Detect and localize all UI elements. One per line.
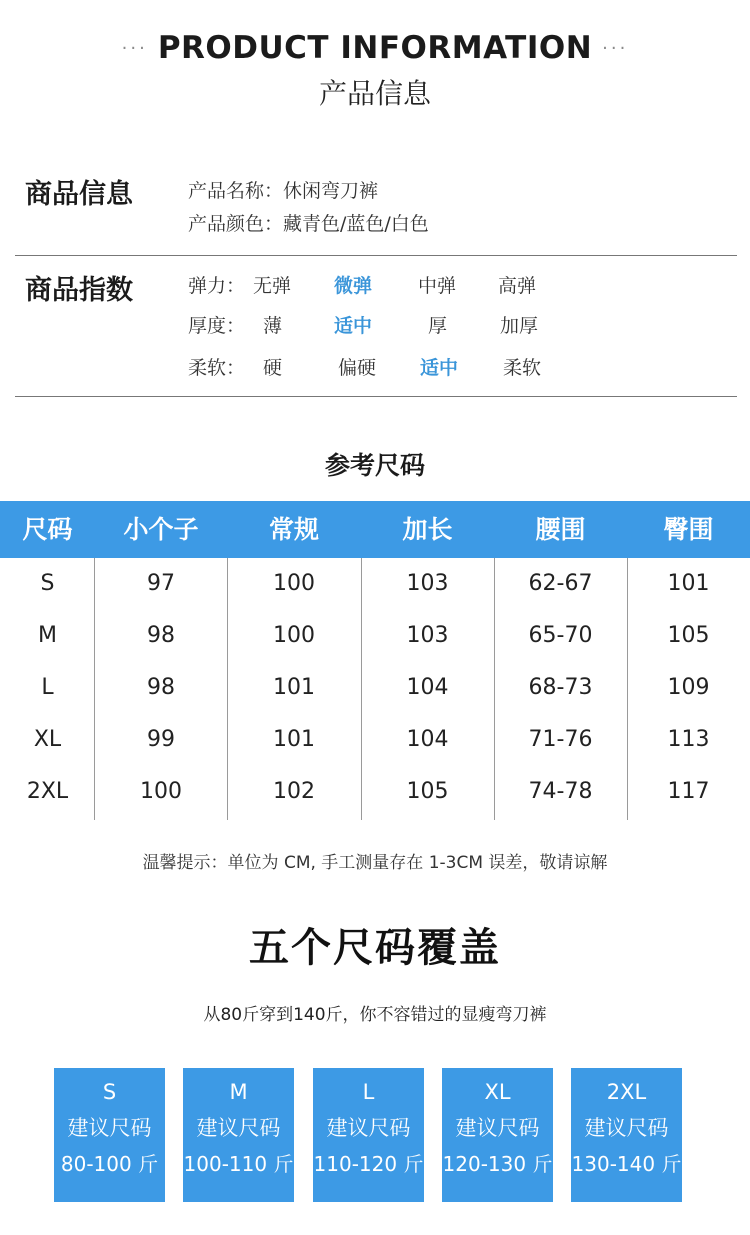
col-header-petite: 小个子 xyxy=(123,515,199,544)
table-cell: 62-67 xyxy=(528,571,593,596)
divider-top xyxy=(15,255,737,256)
card-size: XL xyxy=(484,1080,511,1104)
index-option: 无弹 xyxy=(253,275,292,297)
index-row-name: 厚度： xyxy=(188,315,246,337)
product-color-line: 产品颜色：藏青色/蓝色/白色 xyxy=(188,213,429,235)
coverage-title: 五个尺码覆盖 xyxy=(249,925,501,971)
table-cell-size: M xyxy=(38,623,57,648)
table-cell: 98 xyxy=(147,675,175,700)
table-cell: 103 xyxy=(406,571,449,596)
col-header-long: 加长 xyxy=(402,515,453,544)
size-card-l xyxy=(313,1068,424,1202)
table-cell: 113 xyxy=(667,727,710,752)
size-card-xl xyxy=(442,1068,553,1202)
index-option: 柔软 xyxy=(503,357,542,379)
table-cell: 102 xyxy=(273,779,315,804)
table-cell: 117 xyxy=(667,779,710,804)
table-cell: 71-76 xyxy=(528,727,593,752)
card-size: 2XL xyxy=(606,1080,647,1104)
card-range: 120-130 斤 xyxy=(442,1152,553,1176)
table-cell: 104 xyxy=(406,675,449,700)
col-header-size: 尺码 xyxy=(22,515,73,544)
index-option: 加厚 xyxy=(500,315,539,337)
size-card-2xl xyxy=(571,1068,682,1202)
table-cell: 101 xyxy=(273,675,315,700)
decorative-dots-left: ··· xyxy=(121,37,148,59)
size-table-body xyxy=(0,558,750,820)
index-option: 薄 xyxy=(263,315,283,337)
index-option-selected: 适中 xyxy=(334,315,373,337)
table-cell: 104 xyxy=(406,727,449,752)
card-range: 110-120 斤 xyxy=(313,1152,424,1176)
table-cell: 100 xyxy=(273,571,315,596)
col-header-hip: 臀围 xyxy=(663,515,714,544)
title-cn: 产品信息 xyxy=(318,77,431,110)
table-cell: 68-73 xyxy=(528,675,593,700)
table-cell: 101 xyxy=(667,571,710,596)
table-cell: 97 xyxy=(147,571,175,596)
table-cell-size: 2XL xyxy=(26,779,69,804)
size-card-m xyxy=(183,1068,294,1202)
card-label: 建议尺码 xyxy=(196,1116,281,1140)
index-option: 硬 xyxy=(263,357,283,379)
index-row-name: 柔软： xyxy=(188,357,246,379)
index-option: 中弹 xyxy=(418,275,457,297)
index-option: 偏硬 xyxy=(338,357,377,379)
index-option-selected: 微弹 xyxy=(334,275,373,297)
divider-bottom xyxy=(15,396,737,397)
card-range: 100-110 斤 xyxy=(183,1152,294,1176)
table-cell: 65-70 xyxy=(528,623,593,648)
col-header-waist: 腰围 xyxy=(535,515,586,544)
card-label: 建议尺码 xyxy=(455,1116,540,1140)
table-cell-size: XL xyxy=(33,727,62,752)
card-label: 建议尺码 xyxy=(326,1116,411,1140)
table-cell: 109 xyxy=(667,675,710,700)
index-option: 厚 xyxy=(428,315,448,337)
page-header xyxy=(0,26,750,112)
decorative-dots-right: ··· xyxy=(602,37,629,59)
index-row-name: 弹力： xyxy=(188,275,246,297)
card-label: 建议尺码 xyxy=(67,1116,152,1140)
measurement-tip: 温馨提示：单位为 CM, 手工测量存在 1-3CM 误差，敬请谅解 xyxy=(142,853,608,873)
table-cell-size: L xyxy=(41,675,54,700)
size-card-s xyxy=(54,1068,165,1202)
table-cell-size: S xyxy=(40,571,55,596)
card-size: S xyxy=(102,1080,117,1104)
card-range: 130-140 斤 xyxy=(571,1152,682,1176)
coverage-subtitle: 从80斤穿到140斤，你不容错过的显瘦弯刀裤 xyxy=(203,1005,547,1025)
table-cell: 105 xyxy=(667,623,710,648)
card-label: 建议尺码 xyxy=(584,1116,669,1140)
index-option-selected: 适中 xyxy=(420,357,459,379)
product-info-label: 商品信息 xyxy=(25,179,133,210)
card-size: L xyxy=(362,1080,375,1104)
size-table-title: 参考尺码 xyxy=(324,451,425,480)
size-table-header xyxy=(0,501,750,558)
table-cell: 105 xyxy=(406,779,449,804)
table-cell: 100 xyxy=(273,623,315,648)
card-size: M xyxy=(229,1080,248,1104)
table-cell: 100 xyxy=(140,779,182,804)
card-range: 80-100 斤 xyxy=(60,1152,159,1176)
product-index-label: 商品指数 xyxy=(25,275,133,306)
table-cell: 103 xyxy=(406,623,449,648)
product-name-line: 产品名称：休闲弯刀裤 xyxy=(188,180,379,202)
title-en: PRODUCT INFORMATION xyxy=(157,30,593,66)
table-cell: 99 xyxy=(147,727,175,752)
col-header-regular: 常规 xyxy=(268,515,319,544)
table-cell: 98 xyxy=(147,623,175,648)
index-option: 高弹 xyxy=(498,275,537,297)
table-cell: 74-78 xyxy=(528,779,593,804)
table-cell: 101 xyxy=(273,727,315,752)
